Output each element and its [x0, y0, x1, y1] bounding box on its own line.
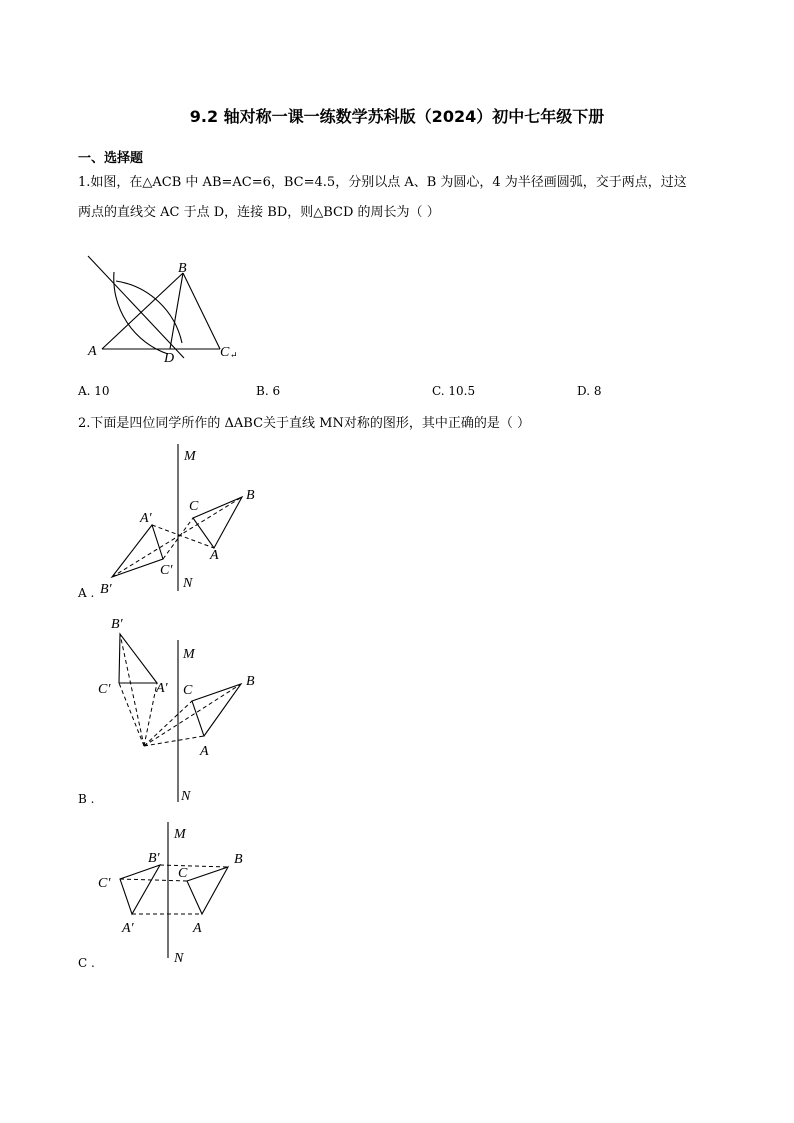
label-A: A — [193, 921, 202, 936]
label-N: N — [181, 789, 191, 804]
label-M: M — [184, 449, 196, 464]
q1-label-B: B — [178, 261, 187, 276]
label-C: C — [189, 499, 199, 514]
label-B: B — [234, 852, 243, 867]
q1-label-A: A — [88, 344, 97, 359]
page-title: 9.2 轴对称一课一练数学苏科版（2024）初中七年级下册 — [189, 107, 605, 126]
label-B: B — [246, 488, 255, 503]
q1-label-C: C — [220, 345, 230, 360]
question-1-line-2: 两点的直线交 AC 于点 D，连接 BD，则△BCD 的周长为（ ） — [78, 205, 440, 220]
label-B-prime: B′ — [111, 617, 123, 632]
q1-option-a[interactable]: A. 10 — [78, 384, 110, 398]
label-A: A — [210, 548, 219, 563]
q1-option-c[interactable]: C. 10.5 — [432, 384, 476, 398]
label-C: C — [178, 866, 188, 881]
question-2-text: 2.下面是四位同学所作的 ΔABC关于直线 MN对称的图形，其中正确的是（ ） — [78, 416, 531, 431]
label-C-prime: C′ — [98, 876, 111, 891]
label-B-prime: B′ — [148, 851, 160, 866]
q2-figure-a — [92, 436, 272, 596]
q1-label-D: D — [164, 351, 175, 366]
question-1-line-1: 1.如图，在△ACB 中 AB=AC=6，BC=4.5，分别以点 A、B 为圆心，4 为半径画圆弧，交于两点，过这 — [78, 175, 687, 190]
q2-option-b[interactable]: B . — [78, 792, 95, 806]
q2-option-a[interactable]: A . — [78, 586, 95, 600]
label-A-prime: A′ — [122, 921, 134, 936]
q2-figure-b — [92, 610, 272, 806]
label-C-prime: C′ — [98, 682, 111, 697]
label-M: M — [174, 827, 186, 842]
q2-option-c[interactable]: C . — [78, 956, 95, 970]
label-B-prime: B′ — [100, 582, 112, 596]
label-A-prime: A′ — [156, 681, 168, 696]
label-C-prime: C′ — [160, 563, 173, 578]
q2-figure-c — [92, 818, 272, 968]
label-C: C — [183, 683, 193, 698]
label-N: N — [183, 576, 193, 591]
section-heading: 一、选择题 — [78, 151, 144, 166]
label-B: B — [246, 674, 255, 689]
label-A-prime: A′ — [140, 511, 152, 526]
q1-option-b[interactable]: B. 6 — [256, 384, 281, 398]
question-1-figure — [80, 248, 260, 368]
label-A: A — [200, 744, 209, 759]
label-M: M — [183, 647, 195, 662]
return-mark: ↵ — [230, 350, 238, 360]
label-N: N — [174, 951, 184, 966]
q1-option-d[interactable]: D. 8 — [577, 384, 602, 398]
